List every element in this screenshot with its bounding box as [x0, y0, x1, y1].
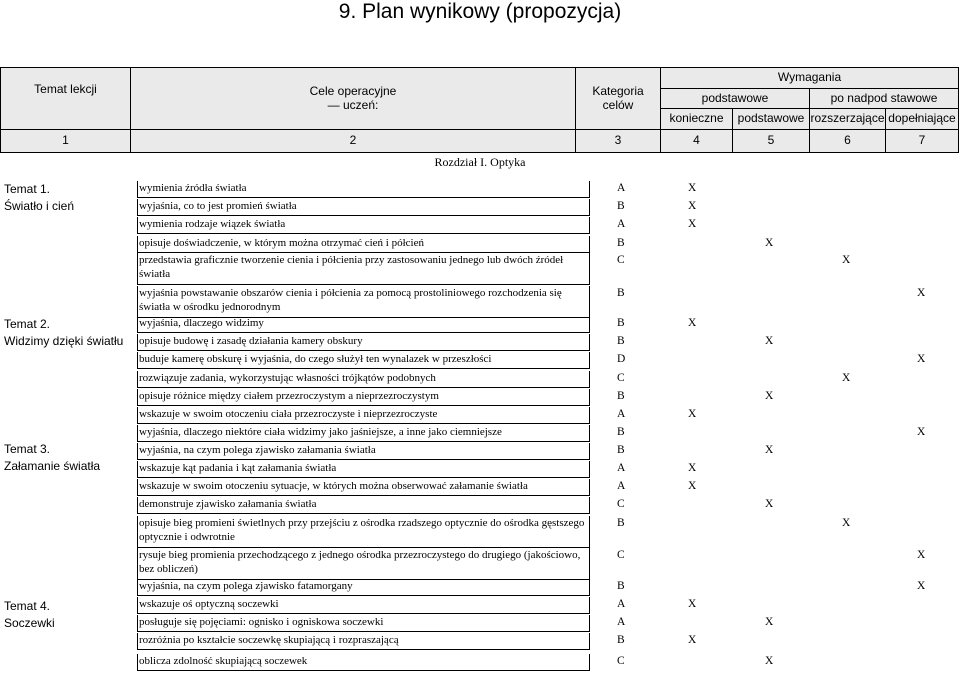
category-letter: B: [617, 237, 625, 249]
objective-text: oblicza zdolność skupiającą soczewek: [139, 655, 308, 667]
objective-text: wyjaśnia powstawanie obszarów cienia i półcienia za pomocą prostoliniowego rozchodzenia się światła w ośrodku jednorodnym: [139, 287, 562, 313]
requirement-mark: X: [688, 598, 697, 610]
topic-2: [4, 316, 123, 350]
requirement-mark: X: [688, 634, 697, 646]
topic-4: [4, 598, 55, 632]
objective-text: wskazuje oś optyczną soczewki: [139, 598, 279, 610]
requirement-mark: X: [917, 549, 926, 561]
objective-text: opisuje doświadczenie, w którym można otrzymać cień i półcień: [139, 237, 424, 249]
category-letter: A: [617, 408, 626, 420]
category-letter: B: [617, 517, 625, 529]
header-ponadpodstawowe: po nadpod stawowe: [830, 91, 938, 105]
page-title: 9. Plan wynikowy (propozycja): [338, 0, 622, 23]
topic-4-title: Soczewki: [4, 616, 55, 630]
column-number: 7: [918, 133, 926, 147]
requirement-mark: X: [765, 616, 774, 628]
requirement-mark: X: [842, 517, 851, 529]
requirement-mark: X: [765, 444, 774, 456]
requirement-mark: X: [765, 390, 774, 402]
requirement-mark: X: [917, 580, 926, 592]
category-letter: C: [617, 498, 625, 510]
header-kategoria-line2: celów: [602, 98, 634, 112]
category-letter: B: [617, 287, 625, 299]
objective-text: opisuje budowę i zasadę działania kamery obskury: [139, 335, 363, 347]
category-letter: B: [617, 317, 625, 329]
category-letter: B: [617, 634, 625, 646]
requirement-mark: X: [842, 372, 851, 384]
objective-text: wskazuje w swoim otoczeniu ciała przezroczyste i nieprzezroczyste: [139, 408, 438, 420]
requirement-mark: X: [688, 462, 697, 474]
objective-text: rozróżnia po kształcie soczewkę skupiającą i rozpraszającą: [139, 634, 399, 646]
category-letter: D: [617, 353, 626, 365]
requirement-mark: X: [688, 218, 697, 230]
header-podstawowe: podstawowe: [701, 91, 769, 105]
objective-text: demonstruje zjawisko załamania światła: [139, 498, 317, 510]
header-rozszerzajace: rozszerzające: [810, 111, 885, 125]
column-number: 2: [349, 133, 357, 147]
objective-text: buduje kamerę obskurę i wyjaśnia, do czego służył ten wynalazek w przeszłości: [139, 353, 492, 365]
category-letter: A: [617, 598, 626, 610]
requirement-mark: X: [765, 655, 774, 667]
topic-3-number: Temat 3.: [4, 442, 51, 456]
requirement-mark: X: [917, 287, 926, 299]
category-letter: B: [617, 335, 625, 347]
requirement-mark: X: [688, 200, 697, 212]
column-number: 6: [844, 133, 851, 147]
category-letter: B: [617, 390, 625, 402]
requirement-mark: X: [842, 254, 851, 266]
objective-text: wyjaśnia, co to jest promień światła: [139, 200, 297, 212]
objective-text: opisuje bieg promieni świetlnych przy przejściu z ośrodka rzadszego optycznie do ośrodka gęstszego optycznie i odwrotnie: [139, 517, 585, 543]
topic-2-title: Widzimy dzięki światłu: [4, 334, 124, 348]
topic-1-number: Temat 1.: [4, 182, 51, 196]
requirement-mark: X: [765, 237, 774, 249]
header-cele-line2: — uczeń:: [327, 98, 379, 112]
requirement-mark: X: [917, 426, 926, 438]
requirement-mark: X: [765, 498, 774, 510]
objective-text: rozwiązuje zadania, wykorzystując własności trójkątów podobnych: [139, 372, 436, 384]
category-letter: A: [617, 182, 626, 194]
requirement-mark: X: [688, 182, 697, 194]
header-cele-line1: Cele operacyjne: [309, 84, 397, 98]
objective-text: wskazuje w swoim otoczeniu sytuacje, w których można obserwować załamanie światła: [139, 480, 528, 492]
objective-text: wyjaśnia, na czym polega zjawisko fatamorgany: [139, 580, 353, 592]
header-kategoria-line1: Kategoria: [592, 84, 644, 98]
topic-4-number: Temat 4.: [4, 599, 51, 613]
objective-text: rysuje bieg promienia przechodzącego z jednego ośrodka przezroczystego do drugiego (jakościowo, bez obliczeń): [139, 549, 581, 575]
requirement-mark: X: [688, 480, 697, 492]
topic-1: [4, 181, 74, 215]
topic-2-number: Temat 2.: [4, 317, 51, 331]
column-number: 1: [62, 133, 69, 147]
objective-text: wyjaśnia, dlaczego widzimy: [139, 317, 264, 329]
header-wymagania: Wymagania: [777, 70, 842, 84]
topic-3: [4, 441, 100, 475]
objective-text: wyjaśnia, dlaczego niektóre ciała widzimy jako jaśniejsze, a inne jako ciemniejsze: [139, 426, 502, 438]
topic-1-title: Światło i cień: [4, 199, 75, 213]
category-letter: A: [617, 218, 626, 230]
category-letter: C: [617, 372, 625, 384]
requirement-mark: X: [917, 353, 926, 365]
requirement-mark: X: [688, 317, 697, 329]
category-letter: A: [617, 616, 626, 628]
objective-text: wymienia źródła światła: [139, 182, 247, 194]
category-letter: C: [617, 549, 625, 561]
category-letter: C: [617, 655, 625, 667]
header-temat: Temat lekcji: [34, 82, 97, 96]
category-letter: B: [617, 200, 625, 212]
objective-text: opisuje różnice między ciałem przezroczystym a nieprzezroczystym: [139, 390, 439, 402]
category-letter: A: [617, 462, 626, 474]
objective-text: przedstawia graficznie tworzenie cienia i półcienia przy zastosowaniu jednego lub dwóch źródeł światła: [139, 254, 564, 280]
column-number: 3: [614, 133, 622, 147]
category-letter: B: [617, 580, 625, 592]
category-letter: C: [617, 254, 625, 266]
header-konieczne: konieczne: [669, 111, 724, 125]
objective-text: wymienia rodzaje wiązek światła: [139, 218, 286, 230]
objective-text: wyjaśnia, na czym polega zjawisko załamania światła: [139, 444, 376, 456]
objective-text: posługuje się pojęciami: ognisko i ogniskowa soczewki: [139, 616, 384, 628]
objective-text: wskazuje kąt padania i kąt załamania światła: [139, 462, 337, 474]
category-letter: A: [617, 480, 626, 492]
header-podstawowe-sub: podstawowe: [737, 111, 805, 125]
requirement-mark: X: [765, 335, 774, 347]
topic-3-title: Załamanie światła: [4, 459, 101, 473]
category-letter: B: [617, 444, 625, 456]
requirement-mark: X: [688, 408, 697, 420]
column-number: 4: [693, 133, 700, 147]
category-letter: B: [617, 426, 625, 438]
column-number: 5: [767, 133, 775, 147]
section-title: Rozdział I. Optyka: [434, 155, 526, 169]
header-dopelniajace: dopełniające: [888, 111, 956, 125]
